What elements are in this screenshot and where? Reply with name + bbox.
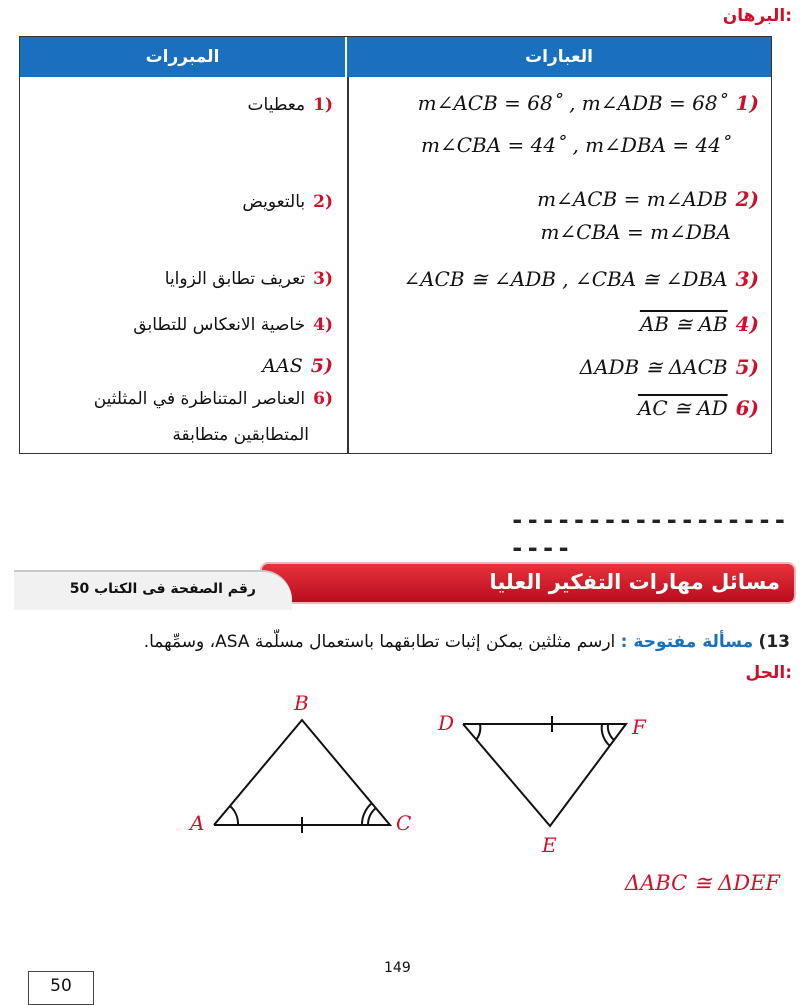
- banner-red-bar: [262, 564, 794, 602]
- statement-5: (5ΔADB ≅ ΔACB: [579, 355, 759, 379]
- book-page-reference: رقم الصفحة فى الكتاب 50: [69, 581, 256, 597]
- angle-c-arc-1: [368, 808, 376, 825]
- statement-2-line-2: m∠CBA = m∠DBA: [540, 220, 731, 244]
- statement-1-line-1: (1m∠ACB = 68˚ , m∠ADB = 68˚: [417, 91, 759, 115]
- congruence-statement: ΔABC ≅ ΔDEF: [624, 871, 780, 895]
- angle-d-arc: [476, 724, 480, 740]
- page-number: 149: [384, 960, 411, 976]
- column-divider: [347, 77, 349, 453]
- header-reasons: المبررات: [20, 37, 347, 77]
- dashed-separator: ----------------------: [510, 506, 789, 562]
- problem-statement: [144, 632, 790, 652]
- proof-table: [19, 36, 772, 454]
- statement-4: (4AB ≅ AB: [639, 312, 759, 336]
- label-b: B: [294, 691, 309, 715]
- banner-page-tab: [14, 570, 292, 610]
- reason-3: (3تعريف تطابق الزوايا: [164, 269, 333, 289]
- label-d: D: [438, 711, 455, 735]
- reason-4: (4خاصية الانعكاس للتطابق: [133, 315, 333, 335]
- reason-6-line-1: (6العناصر المتناظرة في المثلثين: [93, 389, 333, 409]
- triangles-figure: [180, 690, 680, 865]
- reason-5: (5AAS: [262, 355, 333, 377]
- page-box: 50: [28, 971, 94, 1005]
- statement-1-line-2: m∠CBA = 44˚ , m∠DBA = 44˚: [421, 133, 731, 157]
- problem-text: ارسم مثلثين يمكن إثبات تطابقهما باستعمال مسلّمة ASA، وسمِّهما.: [143, 632, 616, 652]
- triangle-abc: [214, 720, 390, 825]
- solution-label: الحل:: [745, 663, 792, 683]
- label-c: C: [396, 811, 412, 835]
- label-e: E: [542, 833, 557, 857]
- statement-3: (3∠ACB ≅ ∠ADB , ∠CBA ≅ ∠DBA: [403, 267, 759, 291]
- reason-6-line-2: المتطابقين متطابقة: [172, 425, 309, 445]
- label-a: A: [190, 811, 205, 835]
- statement-6: (6AC ≅ AD: [637, 396, 759, 420]
- proof-heading: البرهان:: [722, 6, 792, 26]
- problem-number: 13): [758, 632, 790, 652]
- angle-f-arc-1: [608, 724, 614, 740]
- label-f: F: [632, 715, 646, 739]
- statement-2-line-1: (2m∠ACB = m∠ADB: [537, 187, 759, 211]
- angle-a-arc: [230, 806, 238, 825]
- header-statements: العبارات: [347, 37, 771, 77]
- reason-1: (1معطيات: [247, 95, 333, 115]
- problem-title: مسألة مفتوحة :: [620, 632, 754, 652]
- triangle-def: [463, 724, 626, 826]
- banner-title: مسائل مهارات التفكير العليا: [489, 570, 780, 594]
- section-banner: [0, 560, 800, 608]
- reason-2: (2بالتعويض: [242, 192, 333, 212]
